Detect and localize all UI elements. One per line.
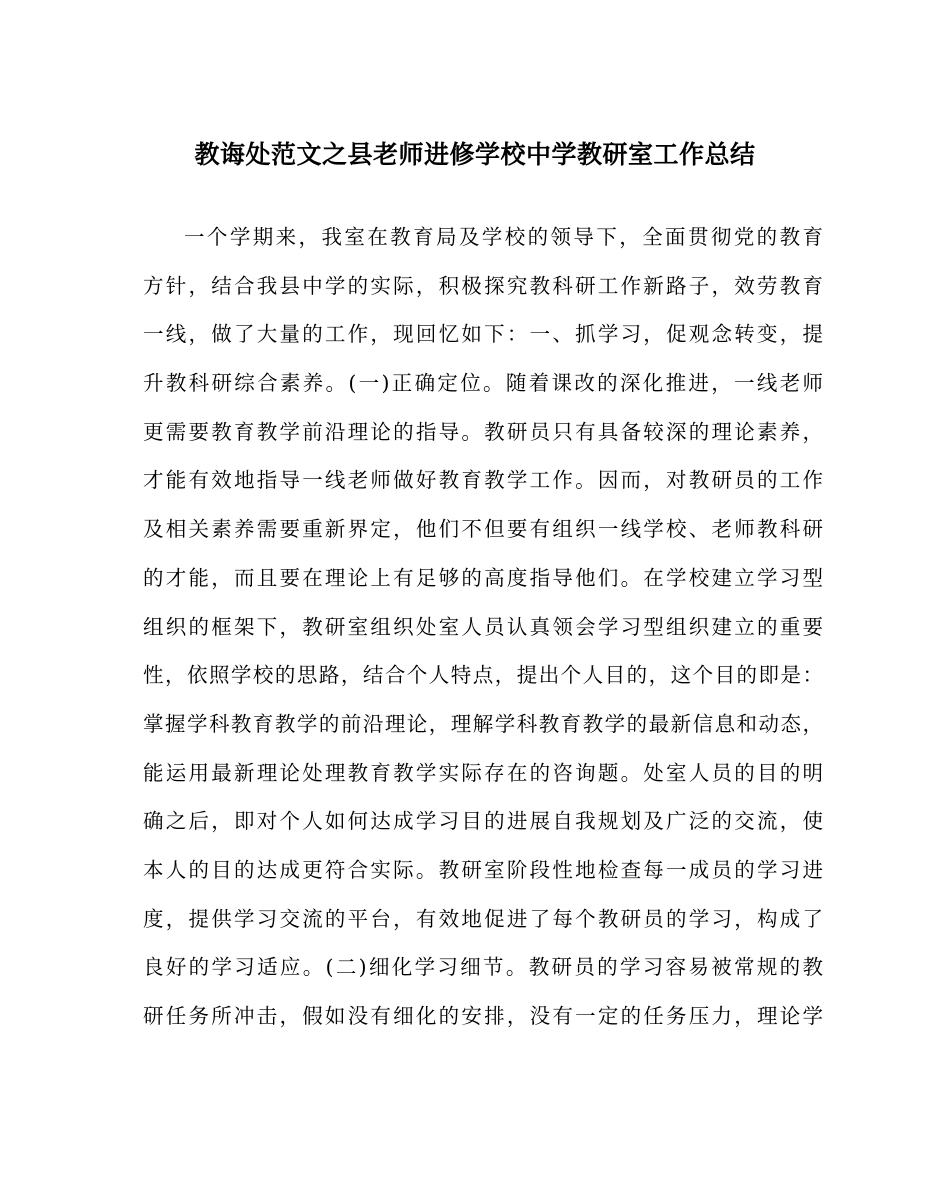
paragraph-line: 能运用最新理论处理教育教学实际存在的咨询题。处室人员的目的明 (143, 760, 823, 785)
paragraph-line: 本人的目的达成更符合实际。教研室阶段性地检查每一成员的学习进 (143, 857, 823, 882)
paragraph-line: 性，依照学校的思路，结合个人特点，提出个人目的，这个目的即是： (143, 663, 823, 688)
paragraph-line: 掌握学科教育教学的前沿理论，理解学科教育教学的最新信息和动态， (143, 711, 823, 736)
paragraph-line: 一线，做了大量的工作，现回忆如下：一、抓学习，促观念转变，提 (143, 322, 823, 347)
paragraph-line: 及相关素养需要重新界定，他们不但要有组织一线学校、老师教科研 (143, 517, 823, 542)
paragraph-line: 一个学期来，我室在教育局及学校的领导下，全面贯彻党的教育 (184, 225, 823, 249)
document-title: 教诲处范文之县老师进修学校中学教研室工作总结 (194, 140, 756, 169)
document-body (143, 220, 823, 1048)
paragraph-line: 良好的学习适应。(二)细化学习细节。教研员的学习容易被常规的教 (143, 955, 823, 980)
paragraph-line: 才能有效地指导一线老师做好教育教学工作。因而，对教研员的工作 (143, 468, 823, 493)
paragraph-line: 度，提供学习交流的平台，有效地促进了每个教研员的学习，构成了 (143, 906, 823, 931)
paragraph-line: 研任务所冲击，假如没有细化的安排，没有一定的任务压力，理论学 (143, 1004, 823, 1028)
paragraph-line: 更需要教育教学前沿理论的指导。教研员只有具备较深的理论素养， (143, 419, 823, 444)
paragraph-line: 方针，结合我县中学的实际，积极探究教科研工作新路子，效劳教育 (143, 273, 823, 298)
paragraph-line: 组织的框架下，教研室组织处室人员认真领会学习型组织建立的重要 (143, 614, 823, 639)
paragraph-line: 的才能，而且要在理论上有足够的高度指导他们。在学校建立学习型 (143, 565, 823, 590)
paragraph-line: 确之后，即对个人如何达成学习目的进展自我规划及广泛的交流，使 (143, 809, 823, 834)
paragraph-line: 升教科研综合素养。(一)正确定位。随着课改的深化推进，一线老师 (143, 371, 823, 396)
